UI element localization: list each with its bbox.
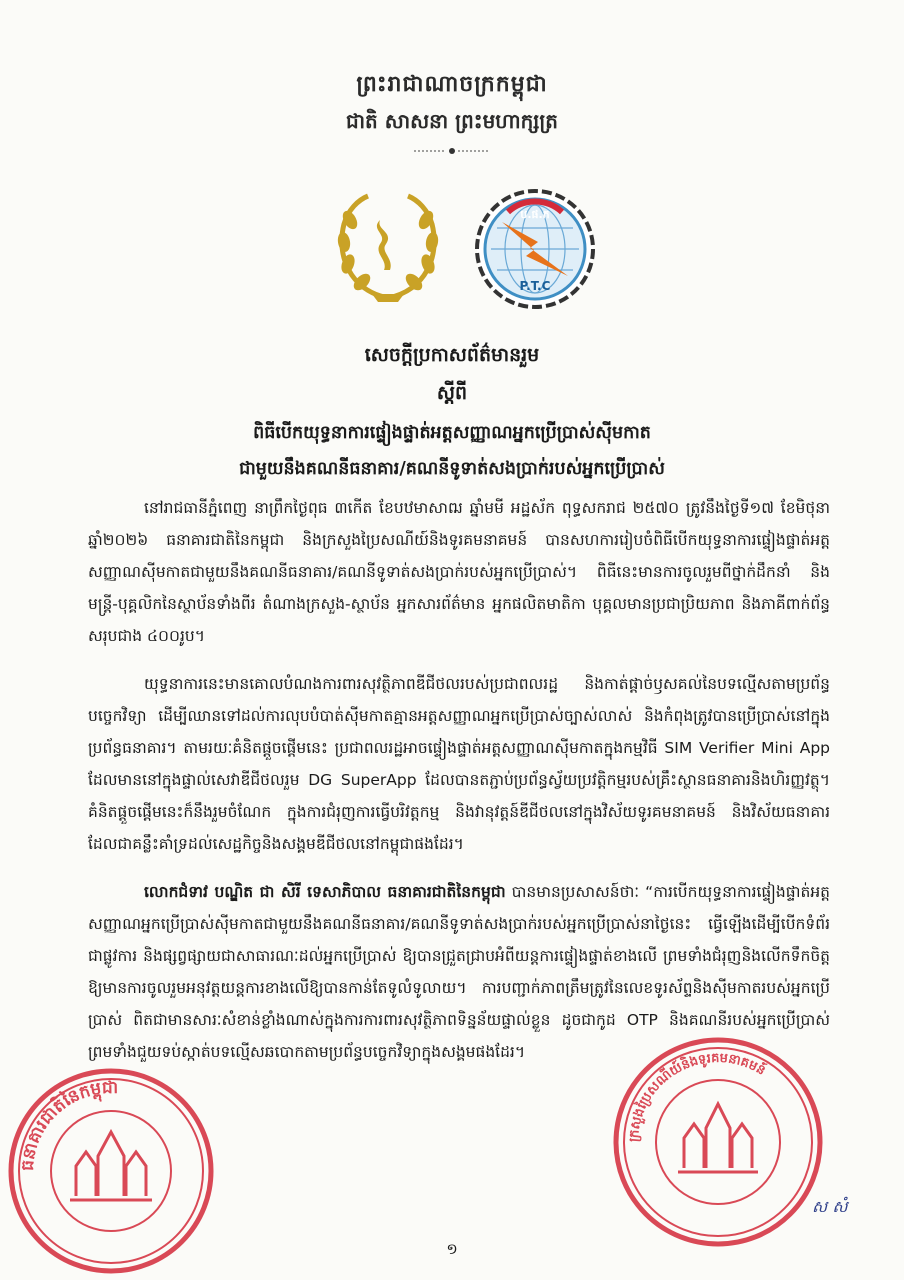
national-motto: ជាតិ សាសនា ព្រះមហាក្សត្រ <box>346 109 558 133</box>
document-header <box>0 70 904 138</box>
svg-text:ធនាគារជាតិនៃកម្ពុជា <box>18 1078 118 1172</box>
title-subject-line1: ពិធីបើកយុទ្ធនាការផ្ទៀងផ្ទាត់អត្តសញ្ញាណអ្នកប្រើប្រាស់ស៊ីមកាត <box>253 423 651 443</box>
title-regarding: ស្តីពី <box>436 382 468 404</box>
signature-initials: ស សំ <box>812 1197 848 1216</box>
left-seal-text: ធនាគារជាតិនៃកម្ពុជា <box>17 1077 119 1172</box>
governor-name: លោកជំទាវ បណ្ឌិត ជា សិរី ទេសាភិបាល ធនាគារជាតិនៃកម្ពុជា <box>144 883 506 901</box>
logo-row <box>320 186 620 316</box>
document-title-block <box>0 343 904 483</box>
kingdom-title: ព្រះរាជាណាចក្រកម្ពុជា <box>356 72 548 97</box>
ptc-emblem-icon <box>472 186 598 312</box>
document-body <box>88 492 830 1084</box>
title-press-release: សេចក្តីប្រកាសព័ត៌មានរួម <box>364 344 540 366</box>
paragraph-3 <box>88 876 830 1068</box>
nbc-emblem-icon <box>328 186 448 310</box>
ptc-logo-text-top: ប.ផ.ក <box>520 208 550 221</box>
paragraph-1: នៅរាជធានីភ្នំពេញ នាព្រឹកថ្ងៃពុធ ៣កើត ខែបឋមាសាឍ ឆ្នាំមមី អដ្ឋស័ក ពុទ្ធសករាជ ២៥៧០ ត្រូវនឹងថ្ងៃទី១៧ ខែមិថុនា ឆ្នាំ២០២៦ ធនាគារជាតិនៃកម្ពុជា និងក្រសួងប្រៃសណីយ៍និងទូរគមនាគមន៍ បានសហការរៀបចំពិធីបើកយុទ្ធនាការផ្ទៀងផ្ទាត់អត្តសញ្ញាណស៊ីមកាតជាមួយនឹងគណនីធនាគារ/គណនីទូទាត់សងប្រាក់របស់អ្នកប្រើប្រាស់។ ពិធីនេះមានការចូលរួមពីថ្នាក់ដឹកនាំ និងមន្ត្រី-បុគ្គលិកនៃស្ថាប័នទាំងពីរ តំណាងក្រសួង-ស្ថាប័ន អ្នកសារព័ត៌មាន អ្នកផលិតមាតិកា បុគ្គលមានប្រជាប្រិយភាព និងភាគីពាក់ព័ន្ធ សរុបជាង ៤០០រូប។ <box>88 499 830 645</box>
paragraph-3-text: បានមានប្រសាសន៍ថាៈ “ការបើកយុទ្ធនាការផ្ទៀងផ្ទាត់អត្តសញ្ញាណអ្នកប្រើប្រាស់ស៊ីមកាតជាមួយនឹងគណនីធនាគារ/គណនីទូទាត់សងប្រាក់របស់អ្នកប្រើប្រាស់នាថ្ងៃនេះ ធ្វើឡើងដើម្បីបើកទំព័រជាផ្លូវការ និងផ្សព្វផ្សាយជាសាធារណៈដល់អ្នកប្រើប្រាស់ ឱ្យបានជ្រួតជ្រាបអំពីយន្តការផ្ទៀងផ្ទាត់ខាងលើ ព្រមទាំងជំរុញនិងលើកទឹកចិត្តឱ្យមានការចូលរួមអនុវត្តយន្តការខាងលើឱ្យបានកាន់តែទូលំទូលាយ។ ការបញ្ជាក់ភាពត្រឹមត្រូវនៃលេខទូរស័ព្ទនិងស៊ីមកាតរបស់អ្នកប្រើប្រាស់ ពិតជាមានសារៈសំខាន់ខ្លាំងណាស់ក្នុងការការពារសុវត្ថិភាពទិន្នន័យផ្ទាល់ខ្លួន ដូចជាកូដ OTP និងគណនីរបស់អ្នកប្រើប្រាស់ ព្រមទាំងជួយទប់ស្កាត់បទល្មើសឆបោកតាមប្រព័ន្ធបច្ចេកវិទ្យាក្នុងសង្គមផងដែរ។ <box>88 883 830 1061</box>
ptc-logo-text-bottom: P.T.C <box>519 279 551 293</box>
paragraph-2: យុទ្ធនាការនេះមានគោលបំណងការពារសុវត្ថិភាពឌីជីថលរបស់ប្រជាពលរដ្ឋ និងកាត់ផ្តាច់ឫសគល់នៃបទល្មើសតាមប្រព័ន្ធបច្ចេកវិទ្យា ដើម្បីឈានទៅដល់ការលុបបំបាត់ស៊ីមកាតគ្មានអត្តសញ្ញាណអ្នកប្រើប្រាស់ច្បាស់លាស់ និងកំពុងត្រូវបានប្រើប្រាស់នៅក្នុងប្រព័ន្ធធនាគារ។ តាមរយៈគំនិតផ្តួចផ្តើមនេះ ប្រជាពលរដ្ឋអាចផ្ទៀងផ្ទាត់អត្តសញ្ញាណស៊ីមកាតក្នុងកម្មវិធី SIM Verifier Mini App ដែលមាននៅក្នុងផ្ទាល់សេវាឌីជីថលរួម DG SuperApp ដែលបានតភ្ជាប់ប្រព័ន្ធស្វ័យប្រវត្តិកម្មរបស់គ្រឹះស្ថានធនាគារនិងហិរញ្ញវត្ថុ។ គំនិតផ្តួចផ្តើមនេះក៏នឹងរួមចំណែក ក្នុងការជំរុញការធ្វើបរិវត្តកម្ម និងវានុវត្តន៍ឌីជីថលនៅក្នុងវិស័យទូរគមនាគមន៍ និងវិស័យធនាគារ ដែលជាគន្លឹះគាំទ្រដល់សេដ្ឋកិច្ចនិងសង្គមឌីជីថលនៅកម្ពុជាផងដែរ។ <box>88 675 830 853</box>
right-seal-text: ក្រសួងប្រៃសណីយ៍និងទូរគមនាគមន៍ <box>626 1050 768 1143</box>
title-subject-line2: ជាមួយនឹងគណនីធនាគារ/គណនីទូទាត់សងប្រាក់របស់អ្នកប្រើប្រាស់ <box>239 459 665 479</box>
ornament-divider-icon <box>412 146 492 156</box>
page-number: ១ <box>446 1240 458 1258</box>
